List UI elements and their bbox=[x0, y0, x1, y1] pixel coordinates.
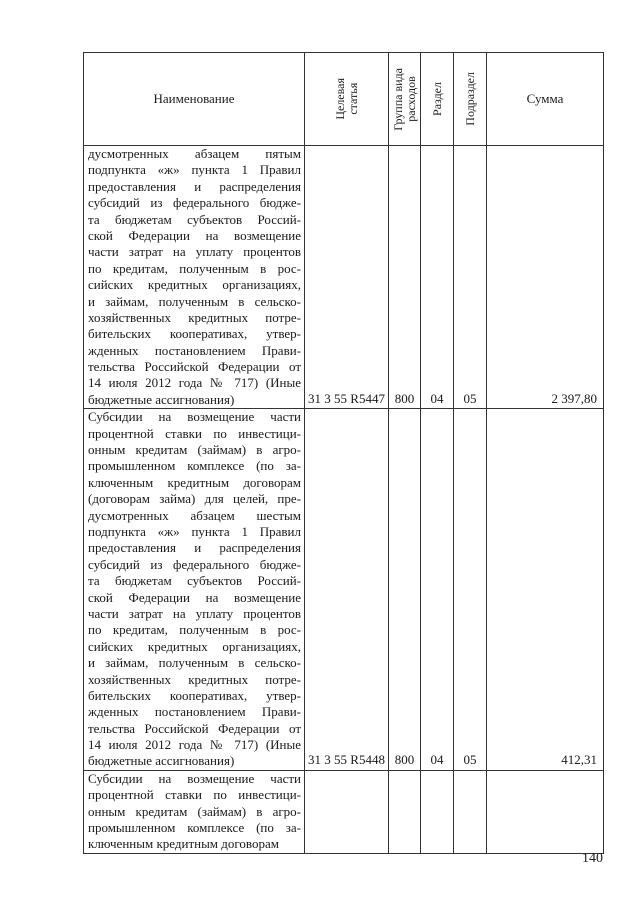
row-name-line: бительских кооперативах, утвер- bbox=[88, 326, 301, 342]
row-target-cell: 31 3 55 R5448 bbox=[305, 409, 389, 771]
table-row bbox=[84, 409, 604, 771]
row-name-line: жденных постановлением Прави- bbox=[88, 704, 301, 720]
header-group bbox=[389, 53, 421, 146]
row-name-line: та бюджетам субъектов Россий- bbox=[88, 211, 301, 227]
row-name-line: онным кредитам (займам) в агро- bbox=[88, 442, 301, 458]
row-name-line: дусмотренных абзацем пятым bbox=[88, 146, 301, 161]
header-target-label: Целевая статья bbox=[332, 78, 360, 120]
row-name-line: ключенным кредитным договорам bbox=[88, 836, 279, 852]
row-name-line: бюджетные ассигнования) bbox=[88, 753, 235, 769]
row-name-line: хозяйственных кредитных потре- bbox=[88, 309, 301, 325]
row-sum-cell bbox=[487, 770, 604, 853]
row-subsection-cell: 05 bbox=[454, 146, 487, 409]
row-name-line: та бюджетам субъектов Россий- bbox=[88, 573, 301, 589]
table-row bbox=[84, 146, 604, 409]
row-sum-cell: 412,31 bbox=[487, 409, 604, 771]
row-name-line: жденных постановлением Прави- bbox=[88, 342, 301, 358]
row-name-line: субсидий из федерального бюдже- bbox=[88, 195, 301, 211]
row-name-line: тельства Российской Федерации от bbox=[88, 359, 301, 375]
row-name-line: 14 июля 2012 года № 717) (Иные bbox=[88, 375, 301, 391]
row-section-cell: 04 bbox=[421, 409, 454, 771]
header-target bbox=[305, 53, 389, 146]
header-group-label: Группа вида расходов bbox=[390, 67, 418, 131]
row-name-line: процентной ставки по инвестици- bbox=[88, 787, 301, 803]
row-subsection-cell bbox=[454, 770, 487, 853]
row-name-line: ключенным кредитным договорам bbox=[88, 474, 301, 490]
row-name-line: дусмотренных абзацем шестым bbox=[88, 507, 301, 523]
row-subsection-cell: 05 bbox=[454, 409, 487, 771]
header-name: Наименование bbox=[84, 53, 305, 146]
row-name-line: промышленном комплексе (по за- bbox=[88, 820, 301, 836]
row-name-line: бительских кооперативах, утвер- bbox=[88, 687, 301, 703]
row-name-line: хозяйственных кредитных потре- bbox=[88, 671, 301, 687]
row-name-line: 14 июля 2012 года № 717) (Иные bbox=[88, 737, 301, 753]
row-name-line: подпункта «ж» пункта 1 Правил bbox=[88, 162, 301, 178]
header-section-label: Раздел bbox=[429, 82, 444, 116]
row-name-line: предоставления и распределения bbox=[88, 178, 301, 194]
row-section-cell bbox=[421, 770, 454, 853]
row-name-line: ской Федерации на возмещение bbox=[88, 227, 301, 243]
header-subsection-label: Подраздел bbox=[462, 72, 477, 126]
row-name-line: сийских кредитных организациях, bbox=[88, 277, 301, 293]
row-name-line: Субсидии на возмещение части bbox=[88, 770, 301, 786]
row-sum-cell: 2 397,80 bbox=[487, 146, 604, 409]
row-group-cell: 800 bbox=[389, 146, 421, 409]
row-name-cell bbox=[84, 146, 305, 409]
page-number: 140 bbox=[582, 851, 603, 866]
row-name-cell bbox=[84, 409, 305, 771]
row-name-line: части затрат на уплату процентов bbox=[88, 605, 301, 621]
row-target-cell bbox=[305, 770, 389, 853]
row-name-line: по кредитам, полученным в рос- bbox=[88, 622, 301, 638]
row-name-line: субсидий из федерального бюдже- bbox=[88, 556, 301, 572]
row-name-line: по кредитам, полученным в рос- bbox=[88, 260, 301, 276]
table-body bbox=[84, 146, 604, 854]
header-subsection bbox=[454, 53, 487, 146]
row-name-line: промышленном комплексе (по за- bbox=[88, 458, 301, 474]
row-name-line: предоставления и распределения bbox=[88, 540, 301, 556]
row-name-line: процентной ставки по инвестици- bbox=[88, 425, 301, 441]
row-name-line: и займам, полученным в сельско- bbox=[88, 293, 301, 309]
table-row bbox=[84, 770, 604, 853]
row-name-line: сийских кредитных организациях, bbox=[88, 638, 301, 654]
row-name-line: онным кредитам (займам) в агро- bbox=[88, 803, 301, 819]
row-name-line: (договорам займа) для целей, пре- bbox=[88, 491, 301, 507]
row-name-cell bbox=[84, 770, 305, 853]
row-name-line: части затрат на уплату процентов bbox=[88, 244, 301, 260]
table-header-row bbox=[84, 53, 604, 146]
header-sum: Сумма bbox=[487, 53, 604, 146]
row-name-line: и займам, полученным в сельско- bbox=[88, 655, 301, 671]
row-group-cell bbox=[389, 770, 421, 853]
row-name-line: Субсидии на возмещение части bbox=[88, 409, 301, 425]
row-name-line: бюджетные ассигнования) bbox=[88, 391, 235, 407]
row-target-cell: 31 3 55 R5447 bbox=[305, 146, 389, 409]
row-name-line: ской Федерации на возмещение bbox=[88, 589, 301, 605]
budget-table bbox=[83, 52, 604, 854]
row-name-line: подпункта «ж» пункта 1 Правил bbox=[88, 523, 301, 539]
row-name-line: тельства Российской Федерации от bbox=[88, 720, 301, 736]
header-section bbox=[421, 53, 454, 146]
row-group-cell: 800 bbox=[389, 409, 421, 771]
row-section-cell: 04 bbox=[421, 146, 454, 409]
